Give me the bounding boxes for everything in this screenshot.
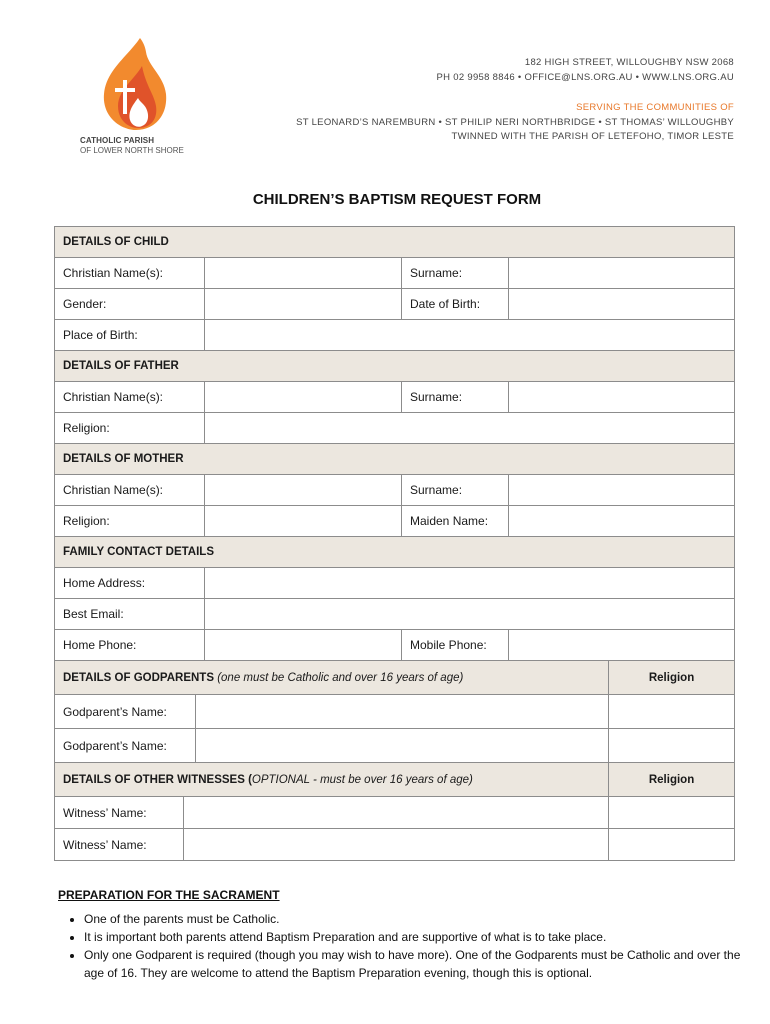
father-christian-name-label: Christian Name(s): <box>55 382 205 413</box>
child-dob-field[interactable] <box>509 289 735 320</box>
witness-2-religion-field[interactable] <box>609 829 735 861</box>
child-christian-name-field[interactable] <box>205 258 402 289</box>
mobile-phone-field[interactable] <box>509 630 735 661</box>
child-christian-name-label: Christian Name(s): <box>55 258 205 289</box>
child-gender-field[interactable] <box>205 289 402 320</box>
father-surname-label: Surname: <box>402 382 509 413</box>
mother-surname-field[interactable] <box>509 475 735 506</box>
witness-1-religion-field[interactable] <box>609 797 735 829</box>
best-email-label: Best Email: <box>55 599 205 630</box>
mother-maiden-field[interactable] <box>509 506 735 537</box>
best-email-field[interactable] <box>205 599 735 630</box>
flame-cross-icon <box>98 36 172 132</box>
godparent-2-name-label: Godparent’s Name: <box>55 729 196 763</box>
child-pob-field[interactable] <box>205 320 735 351</box>
logo-name: CATHOLIC PARISH <box>80 136 155 145</box>
preparation-heading: PREPARATION FOR THE SACRAMENT <box>58 888 280 902</box>
list-item: • Only one Godparent is required (though you may wish to have more). One of the Godparents must be Catholic and over the age of 16. They are welcome to attend the Baptism Preparation evening, though this is optional. <box>84 946 748 982</box>
father-religion-label: Religion: <box>55 413 205 444</box>
mother-christian-name-field[interactable] <box>205 475 402 506</box>
mother-christian-name-label: Christian Name(s): <box>55 475 205 506</box>
home-phone-field[interactable] <box>205 630 402 661</box>
child-dob-label: Date of Birth: <box>402 289 509 320</box>
section-witnesses <box>55 763 609 797</box>
child-surname-label: Surname: <box>402 258 509 289</box>
contact-line: PH 02 9958 8846 • OFFICE@LNS.ORG.AU • WWW.LNS.ORG.AU <box>436 71 734 83</box>
witnesses-religion-header: Religion <box>609 763 735 797</box>
child-pob-label: Place of Birth: <box>55 320 205 351</box>
home-phone-label: Home Phone: <box>55 630 205 661</box>
home-address-field[interactable] <box>205 568 735 599</box>
mobile-phone-label: Mobile Phone: <box>402 630 509 661</box>
witness-1-name-field[interactable] <box>184 797 609 829</box>
baptism-form-table <box>54 226 735 861</box>
mother-religion-label: Religion: <box>55 506 205 537</box>
section-child: DETAILS OF CHILD <box>55 227 735 258</box>
mother-religion-field[interactable] <box>205 506 402 537</box>
letterhead <box>296 56 734 145</box>
twinned-line: TWINNED WITH THE PARISH OF LETEFOHO, TIMOR LESTE <box>451 131 734 142</box>
child-gender-label: Gender: <box>55 289 205 320</box>
logo-subtitle: OF LOWER NORTH SHORE <box>80 146 184 155</box>
godparent-2-religion-field[interactable] <box>609 729 735 763</box>
section-godparents <box>55 661 609 695</box>
witness-2-name-label: Witness’ Name: <box>55 829 184 861</box>
witness-2-name-field[interactable] <box>184 829 609 861</box>
section-father: DETAILS OF FATHER <box>55 351 735 382</box>
godparents-note: (one must be Catholic and over 16 years of age) <box>217 671 464 684</box>
witness-1-name-label: Witness’ Name: <box>55 797 184 829</box>
mother-surname-label: Surname: <box>402 475 509 506</box>
witnesses-heading: DETAILS OF OTHER WITNESSES ( <box>63 773 252 786</box>
father-religion-field[interactable] <box>205 413 735 444</box>
godparents-heading: DETAILS OF GODPARENTS <box>63 671 214 684</box>
list-item: • One of the parents must be Catholic. <box>84 910 748 928</box>
section-mother: DETAILS OF MOTHER <box>55 444 735 475</box>
parish-logo <box>80 36 190 155</box>
witnesses-optional: OPTIONAL <box>251 773 310 786</box>
child-surname-field[interactable] <box>509 258 735 289</box>
preparation-list <box>58 910 748 982</box>
father-christian-name-field[interactable] <box>205 382 402 413</box>
father-surname-field[interactable] <box>509 382 735 413</box>
godparents-religion-header: Religion <box>609 661 735 695</box>
home-address-label: Home Address: <box>55 568 205 599</box>
godparent-1-religion-field[interactable] <box>609 695 735 729</box>
mother-maiden-label: Maiden Name: <box>402 506 509 537</box>
form-title: CHILDREN’S BAPTISM REQUEST FORM <box>252 191 542 208</box>
address-line: 182 HIGH STREET, WILLOUGHBY NSW 2068 <box>524 57 734 68</box>
godparent-1-name-field[interactable] <box>196 695 609 729</box>
witnesses-note: - must be over 16 years of age) <box>309 773 473 786</box>
serving-line: SERVING THE COMMUNITIES OF <box>576 102 734 113</box>
parishes-line: ST LEONARD’S NAREMBURN • ST PHILIP NERI NORTHBRIDGE • ST THOMAS’ WILLOUGHBY <box>296 116 734 128</box>
godparent-2-name-field[interactable] <box>196 729 609 763</box>
godparent-1-name-label: Godparent’s Name: <box>55 695 196 729</box>
list-item: • It is important both parents attend Baptism Preparation and are supportive of what is to take place. <box>84 928 748 946</box>
preparation-section <box>58 888 748 982</box>
section-family-contact: FAMILY CONTACT DETAILS <box>55 537 735 568</box>
